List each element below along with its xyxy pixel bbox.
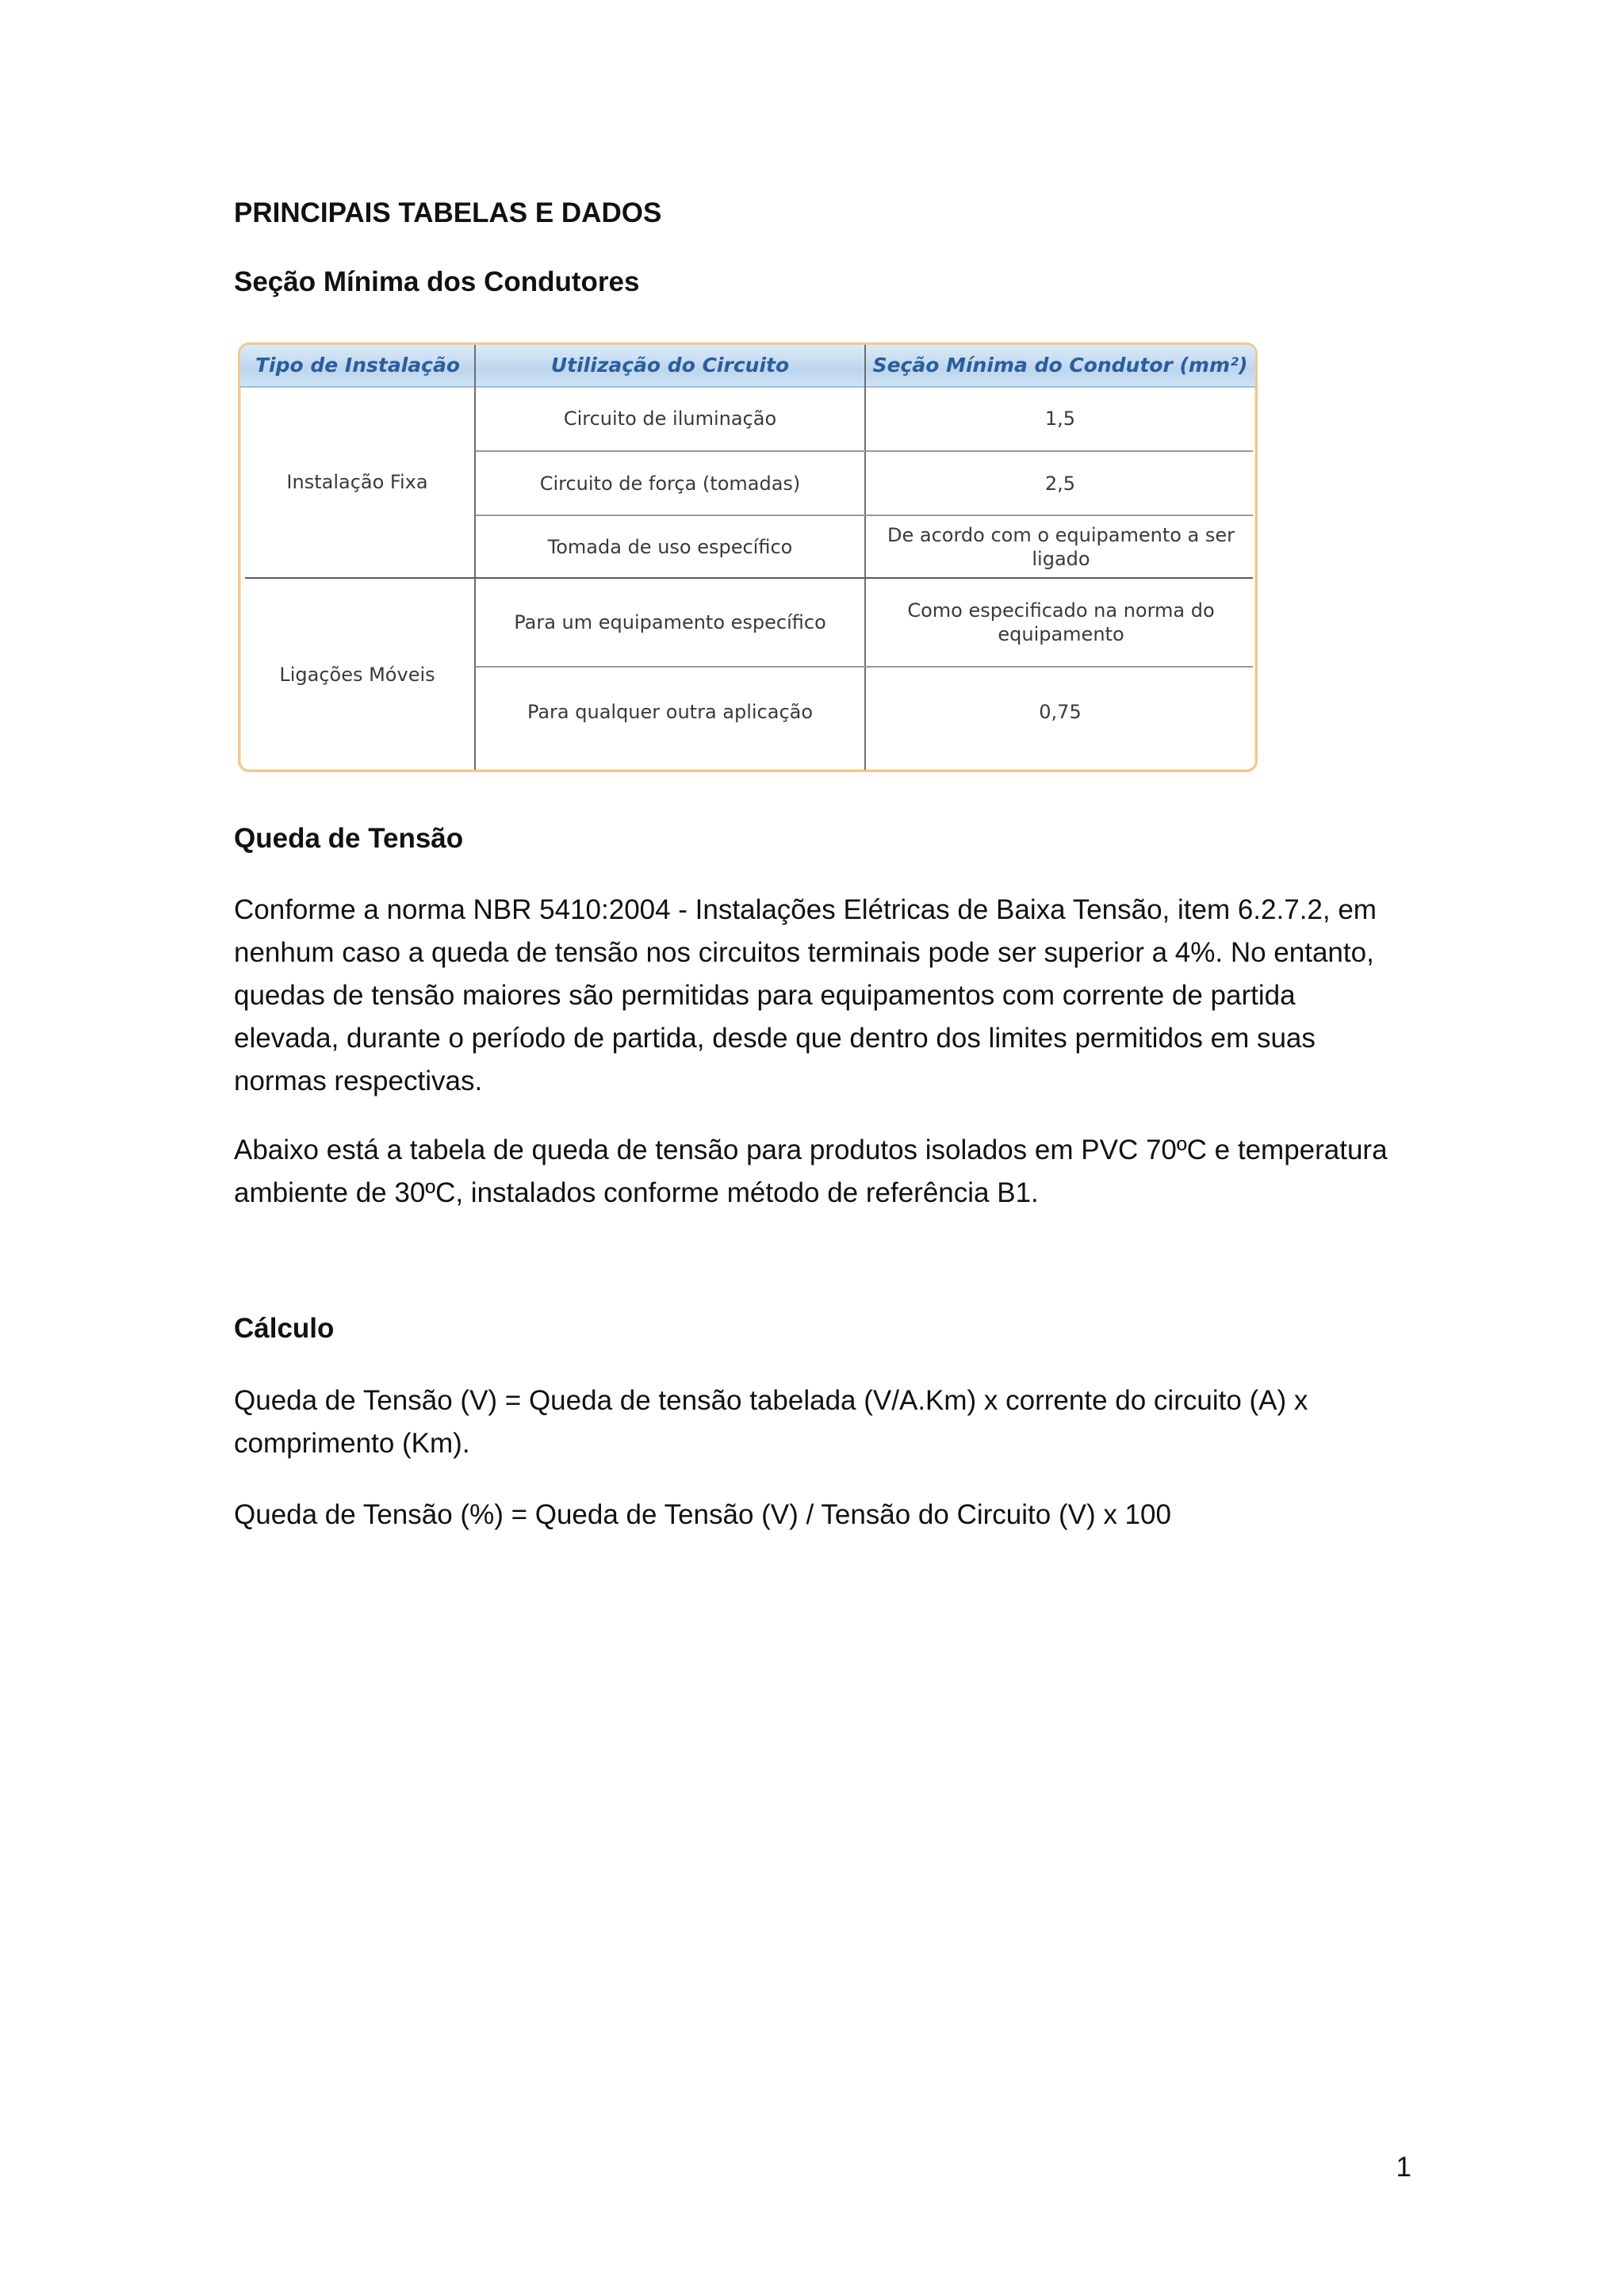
paragraph-table-intro: Abaixo está a tabela de queda de tensão para produtos isolados em PVC 70ºC e temperatura ambiente de 30ºC, instalados conforme método de referência B1.	[234, 1135, 1388, 1208]
minimum-section-table	[238, 342, 1258, 772]
cell-usage: Para um equipamento específico	[514, 611, 826, 633]
cell-usage: Tomada de uso específico	[547, 535, 793, 558]
section-title-voltage-drop: Queda de Tensão	[234, 823, 464, 854]
cell-usage: Circuito de força (tomadas)	[539, 472, 801, 495]
cell-installation-type: Ligações Móveis	[279, 663, 435, 686]
cell-section: 0,75	[1039, 701, 1082, 723]
cell-section: Como especificado na norma do equipamento	[907, 599, 1215, 645]
cell-installation-type: Instalação Fixa	[286, 470, 428, 493]
formula-voltage-drop-percent: Queda de Tensão (%) = Queda de Tensão (V) / Tensão do Circuito (V) x 100	[234, 1499, 1171, 1530]
document-title: PRINCIPAIS TABELAS E DADOS	[234, 197, 662, 228]
header-installation-type: Tipo de Instalação	[255, 354, 461, 377]
header-minimum-section: Seção Mínima do Condutor (mm²)	[872, 354, 1248, 377]
section-title-minimum-section: Seção Mínima dos Condutores	[234, 266, 640, 297]
header-circuit-usage: Utilização do Circuito	[550, 354, 790, 377]
cell-section: 1,5	[1044, 407, 1076, 430]
paragraph-standard: Conforme a norma NBR 5410:2004 - Instalações Elétricas de Baixa Tensão, item 6.2.7.2, em nenhum caso a queda de tensão nos circuitos terminais pode ser superior a 4%. No entanto, quedas de tensão maiores são permitidas para equipamentos com corrente de partida elevada, durante o período de partida, desde que dentro dos limites permitidos em suas normas respectivas.	[234, 894, 1377, 1096]
cell-usage: Circuito de iluminação	[563, 407, 777, 430]
table-header-row	[240, 345, 1255, 388]
section-title-calculation: Cálculo	[234, 1313, 335, 1344]
cell-section: De acordo com o equipamento a ser ligado	[887, 523, 1235, 570]
formula-voltage-drop-volts: Queda de Tensão (V) = Queda de tensão tabelada (V/A.Km) x corrente do circuito (A) x comprimento (Km).	[234, 1385, 1308, 1459]
page-number: 1	[1396, 2152, 1411, 2183]
cell-section: 2,5	[1044, 472, 1076, 495]
cell-usage: Para qualquer outra aplicação	[527, 701, 814, 723]
